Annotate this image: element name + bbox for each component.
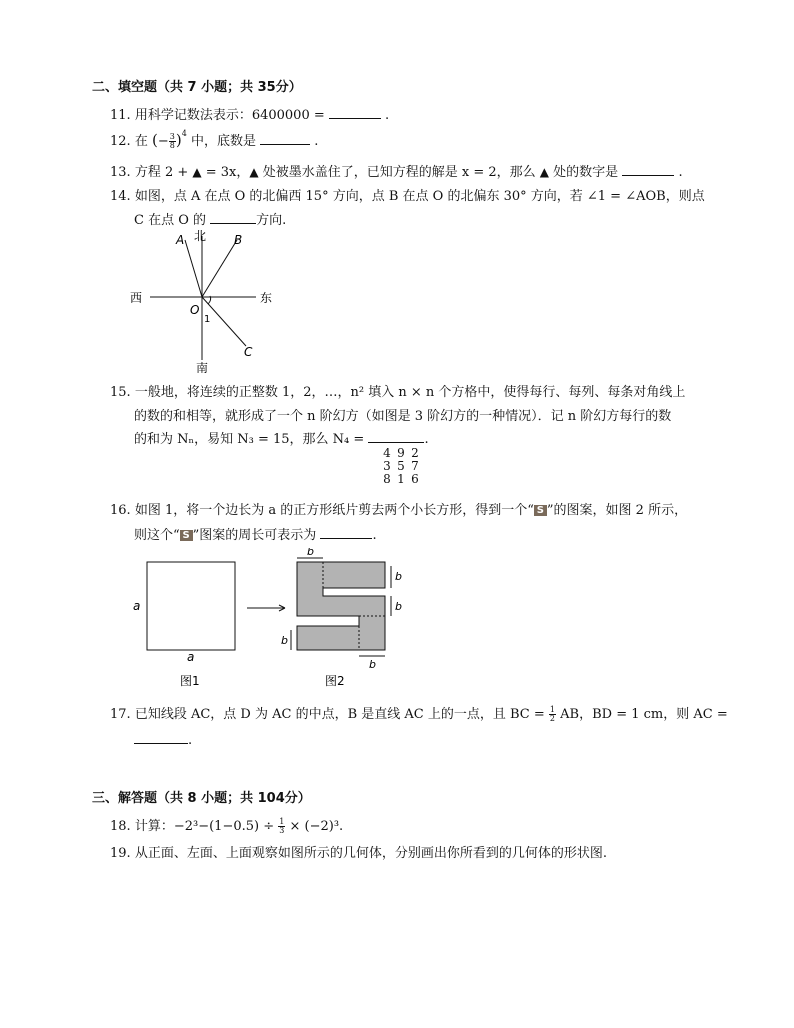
answer-blank[interactable] — [329, 106, 381, 119]
question-14-line2: C 在点 O 的 方向. — [134, 213, 287, 228]
south-label: 南 — [196, 361, 209, 374]
question-number: 16. — [110, 503, 131, 518]
question-text-post: 中，底数是 — [190, 134, 256, 149]
question-number: 14. — [110, 189, 131, 204]
question-text: 如图，点 A 在点 O 的北偏西 15° 方向，点 B 在点 O 的北偏东 30° 方向，若 ∠1 = ∠AOB，则点 — [134, 189, 705, 204]
s-shape-icon: S — [180, 530, 193, 541]
question-19: 19. 从正面、左面、上面观察如图所示的几何体，分别画出你所看到的几何体的形状图. — [110, 846, 607, 861]
triangle-icon: ▲ — [192, 165, 202, 179]
magic-row: 8 1 6 — [383, 472, 419, 486]
question-number: 19. — [110, 846, 131, 861]
question-15-line1: 15. 一般地，将连续的正整数 1，2，…，n² 填入 n × n 个方格中，使得每行、每列、每条对角线上 — [110, 385, 686, 400]
question-text-pre: 方程 2 + — [134, 165, 193, 180]
question-17-line2: . — [134, 731, 192, 748]
question-number: 13. — [110, 165, 131, 180]
answer-blank[interactable] — [260, 132, 310, 145]
question-13: 13. 方程 2 + ▲ = 3x，▲ 处被墨水盖住了，已知方程的解是 x = 2，那么 ▲ 处的数字是 . — [110, 165, 683, 180]
question-16-line2: 则这个“ S ”图案的周长可表示为 . — [134, 528, 377, 543]
ray-OA — [185, 240, 202, 297]
magic-row: 4 9 2 — [383, 446, 419, 460]
square-figure1 — [147, 562, 235, 650]
answer-blank[interactable] — [368, 430, 424, 443]
point-O-label: O — [190, 303, 200, 317]
question-15-line2: 的数的和相等，就形成了一个 n 阶幻方（如图是 3 阶幻方的一种情况）．记 n 阶幻方每行的数 — [134, 409, 672, 424]
answer-blank[interactable] — [134, 731, 188, 744]
b-label: b — [395, 600, 402, 613]
fraction: $\frac{1}{3}$ — [279, 817, 285, 835]
question-text-pre: 在 — [134, 134, 148, 149]
question-11 — [110, 104, 389, 123]
s-shape-icon: S — [534, 505, 547, 516]
question-number: 18. — [110, 819, 131, 834]
b-label: b — [281, 634, 288, 647]
figure2-caption: 图2 — [325, 674, 345, 688]
answer-blank[interactable] — [320, 526, 372, 539]
fraction: $\frac{1}{2}$ — [549, 705, 556, 723]
north-label: 北 — [194, 229, 207, 243]
question-18: 18. 计算：−2³−(1−0.5) ÷ $\frac{1}{3}$ × (−2)³. — [110, 817, 344, 835]
magic-row: 3 5 7 — [383, 459, 419, 473]
s-shape — [297, 562, 385, 650]
question-number: 12. — [110, 134, 131, 149]
west-label: 西 — [130, 291, 143, 305]
point-B-label: B — [234, 233, 243, 247]
minus-sign: − — [157, 134, 169, 149]
compass-figure — [120, 224, 290, 374]
question-17-line1: 17. 已知线段 AC，点 D 为 AC 的中点，B 是直线 AC 上的一点，且 BC = $\frac{1}{2}$ AB，BD = 1 cm，则 AC = — [110, 705, 728, 723]
fraction: $\frac{3}{8}$ — [169, 132, 175, 150]
open-paren: ( — [151, 131, 158, 149]
question-15-line3: 的和为 Nₙ，易知 N₃ = 15，那么 N₄ = . — [134, 432, 429, 447]
period: . — [385, 108, 390, 123]
question-number: 17. — [110, 707, 131, 722]
question-16-line1: 16. 如图 1，将一个边长为 a 的正方形纸片剪去两个小长方形，得到一个“ S ”的图案，如图 2 所示， — [110, 503, 688, 518]
s-shape-figures — [125, 548, 425, 693]
triangle-icon: ▲ — [249, 165, 259, 179]
period: . — [678, 165, 683, 180]
question-number: 11. — [110, 108, 131, 123]
angle-1-label: 1 — [204, 314, 211, 325]
question-text: 用科学记数法表示：6400000 = — [134, 108, 325, 123]
answer-blank[interactable] — [210, 211, 256, 224]
side-a-label: a — [133, 599, 141, 613]
section-heading-answer: 三、解答题（共 8 小题；共 104分） — [92, 791, 311, 806]
point-C-label: C — [244, 345, 253, 359]
figure1-caption: 图1 — [180, 674, 200, 688]
close-paren: ) — [175, 131, 182, 149]
bottom-a-label: a — [187, 650, 195, 664]
answer-blank[interactable] — [622, 163, 674, 176]
question-14-line1 — [110, 185, 705, 204]
east-label: 东 — [260, 291, 273, 305]
b-label: b — [369, 658, 376, 671]
period: . — [314, 134, 319, 149]
exponent: 4 — [181, 128, 187, 138]
question-12 — [110, 130, 318, 150]
b-label: b — [395, 570, 402, 583]
section-heading-fill-blank: 二、填空题（共 7 小题；共 35分） — [92, 80, 302, 95]
triangle-icon: ▲ — [539, 165, 550, 179]
magic-square — [380, 447, 422, 486]
ray-OB — [202, 240, 237, 297]
b-label: b — [307, 548, 314, 558]
point-A-label: A — [176, 233, 185, 247]
question-number: 15. — [110, 385, 131, 400]
